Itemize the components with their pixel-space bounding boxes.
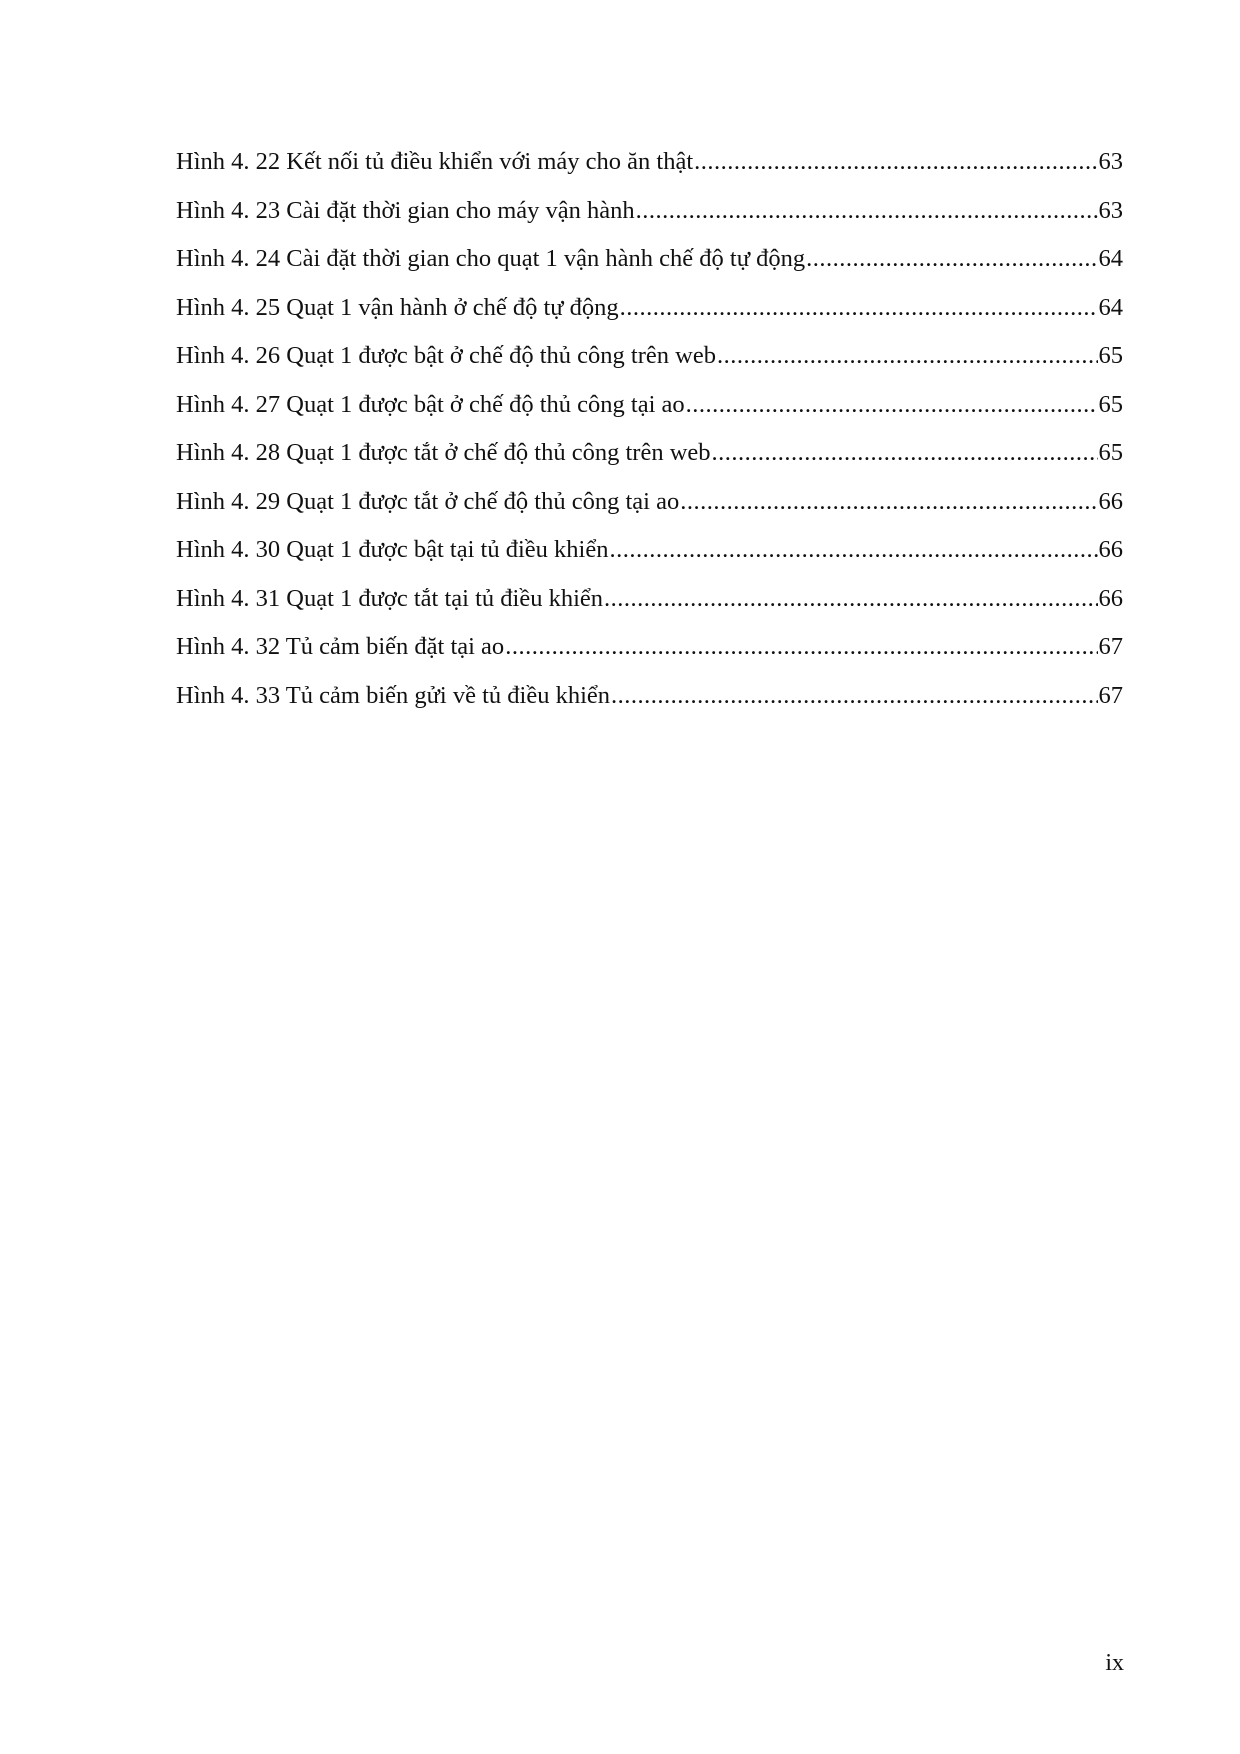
toc-entry-label: Hình 4. 30 Quạt 1 được bật tại tủ điều khiển (176, 536, 609, 563)
dot-leader (717, 339, 1098, 373)
toc-entry-label: Hình 4. 24 Cài đặt thời gian cho quạt 1 vận hành chế độ tự động (176, 245, 806, 272)
dot-leader (806, 242, 1097, 276)
dot-leader (694, 145, 1097, 179)
dot-leader (636, 194, 1098, 228)
toc-entry[interactable] (176, 436, 1123, 485)
toc-entry-page: 63 (1098, 196, 1123, 224)
dot-leader (620, 291, 1098, 325)
toc-entry-page: 63 (1098, 148, 1123, 175)
toc-entry-label: Hình 4. 29 Quạt 1 được tắt ở chế độ thủ công tại ao (176, 487, 680, 515)
dot-leader (680, 485, 1097, 519)
page-number: ix (1105, 1650, 1124, 1676)
toc-entry-page: 66 (1098, 536, 1123, 563)
toc-entry[interactable] (176, 145, 1123, 194)
toc-entry-page: 67 (1098, 681, 1123, 709)
toc-entry-page: 67 (1098, 633, 1123, 660)
toc-entry-page: 66 (1098, 487, 1123, 515)
toc-entry[interactable] (176, 194, 1123, 243)
dot-leader (505, 630, 1097, 664)
toc-entry[interactable] (176, 339, 1123, 388)
toc-entry-label: Hình 4. 33 Tủ cảm biến gửi về tủ điều khiển (176, 681, 611, 709)
dot-leader (611, 679, 1097, 713)
list-of-figures (176, 145, 1123, 727)
dot-leader (604, 582, 1097, 616)
toc-entry-page: 64 (1098, 245, 1123, 272)
dot-leader (712, 436, 1098, 470)
toc-entry-page: 65 (1098, 390, 1123, 418)
toc-entry[interactable] (176, 630, 1123, 679)
toc-entry[interactable] (176, 679, 1123, 728)
toc-entry-label: Hình 4. 25 Quạt 1 vận hành ở chế độ tự động (176, 293, 619, 321)
toc-entry[interactable] (176, 582, 1123, 631)
dot-leader (686, 388, 1098, 422)
toc-entry-label: Hình 4. 27 Quạt 1 được bật ở chế độ thủ công tại ao (176, 390, 685, 418)
dot-leader (609, 533, 1097, 567)
toc-entry-label: Hình 4. 22 Kết nối tủ điều khiển với máy cho ăn thật (176, 148, 694, 175)
toc-entry-label: Hình 4. 28 Quạt 1 được tắt ở chế độ thủ công trên web (176, 439, 711, 466)
toc-entry[interactable] (176, 533, 1123, 582)
toc-entry-label: Hình 4. 32 Tủ cảm biến đặt tại ao (176, 633, 505, 660)
toc-entry-label: Hình 4. 23 Cài đặt thời gian cho máy vận hành (176, 196, 635, 224)
toc-entry[interactable] (176, 291, 1123, 340)
toc-entry[interactable] (176, 242, 1123, 291)
toc-entry-page: 64 (1098, 293, 1123, 321)
toc-entry[interactable] (176, 388, 1123, 437)
toc-entry-page: 66 (1098, 584, 1123, 612)
toc-entry-label: Hình 4. 26 Quạt 1 được bật ở chế độ thủ công trên web (176, 342, 716, 369)
toc-entry-page: 65 (1098, 342, 1123, 369)
toc-entry-label: Hình 4. 31 Quạt 1 được tắt tại tủ điều khiển (176, 584, 604, 612)
toc-entry-page: 65 (1098, 439, 1123, 466)
toc-entry[interactable] (176, 485, 1123, 534)
